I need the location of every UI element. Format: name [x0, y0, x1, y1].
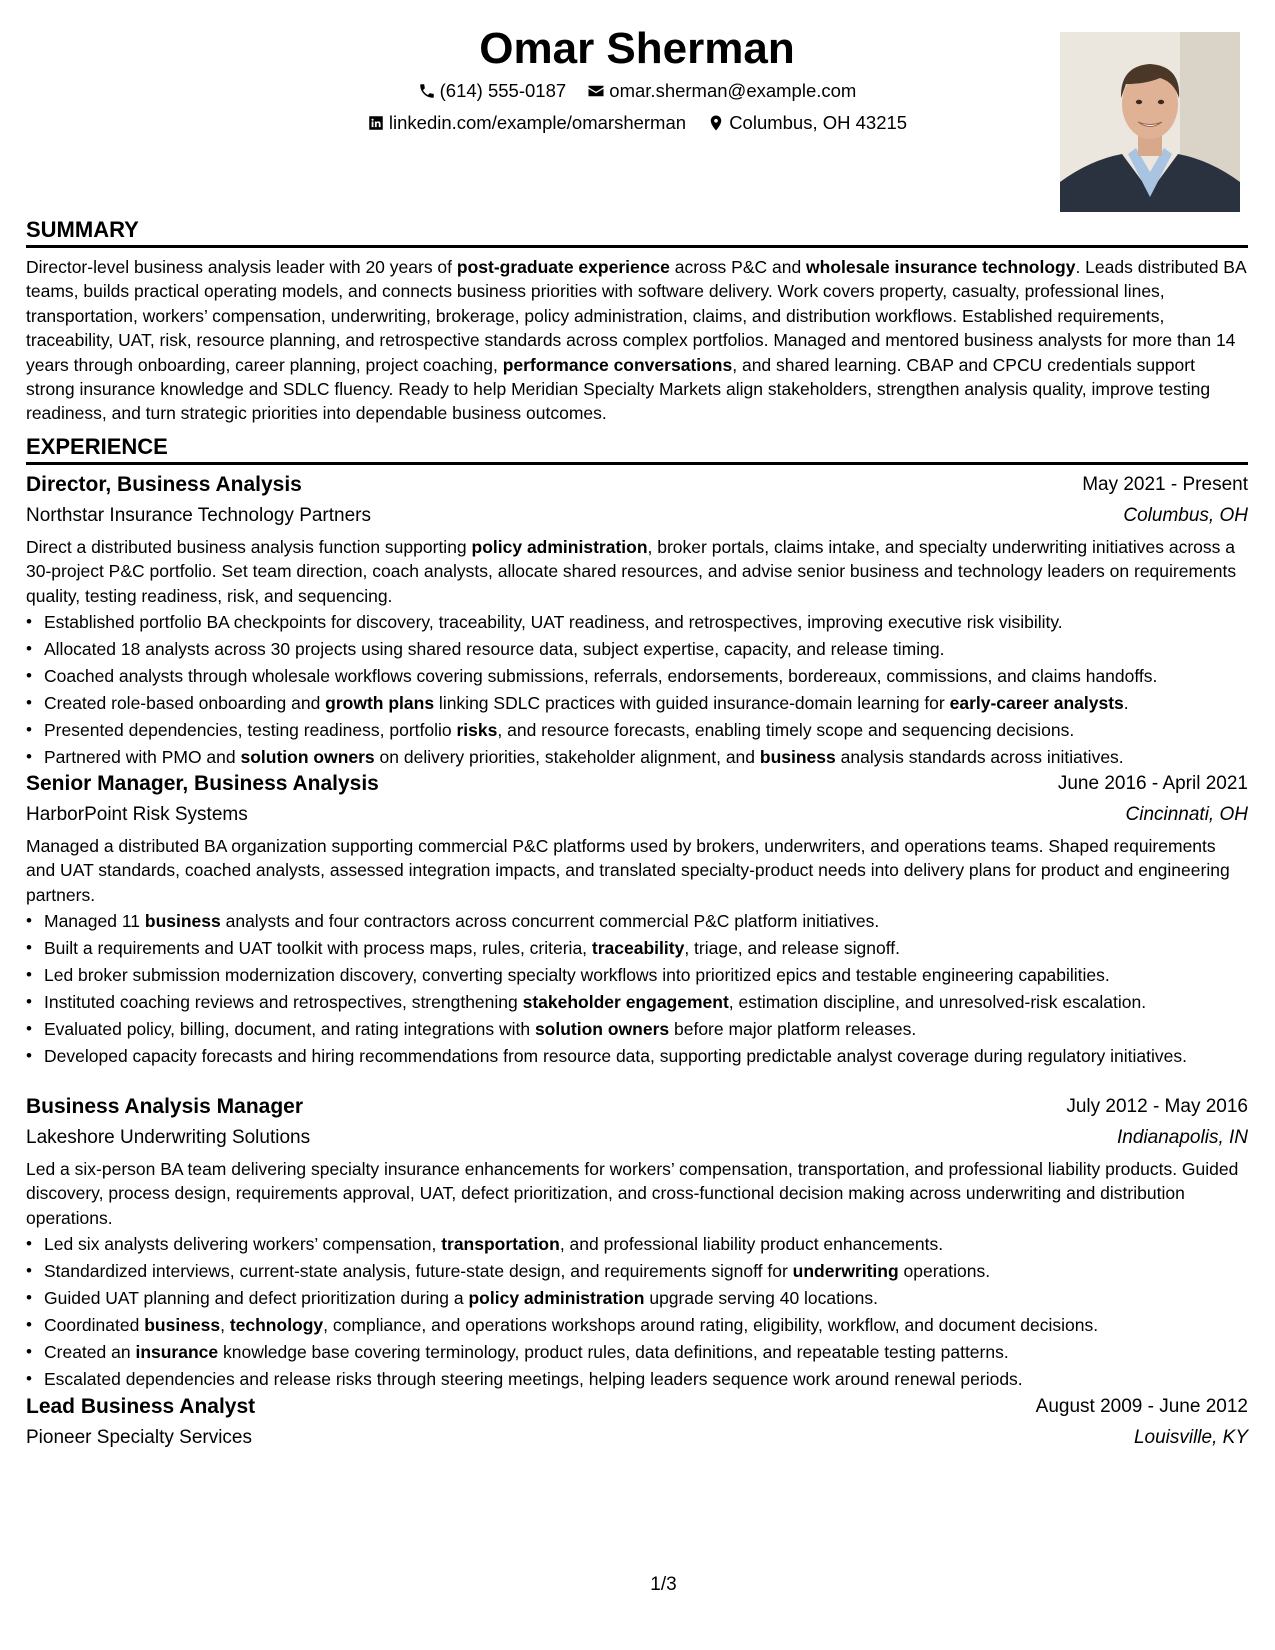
job-bullet: [44, 718, 1248, 742]
job-bullet-list: [26, 1232, 1248, 1391]
job-company: Lakeshore Underwriting Solutions: [26, 1127, 311, 1148]
location-text: Columbus, OH 43215: [729, 112, 908, 133]
job-title-row: [26, 1092, 1248, 1123]
summary-divider: [26, 245, 1248, 248]
bullet-emphasis: underwriting: [792, 1261, 899, 1282]
bullet-text: analysis standards across initiatives.: [835, 747, 1124, 768]
job-bullet: [44, 664, 1248, 688]
job-title-row: [26, 1392, 1248, 1423]
job-company-row: [26, 501, 1248, 532]
bullet-text: , and resource forecasts, enabling timely scope and sequencing decisions.: [497, 720, 1075, 741]
job-company-row: [26, 1423, 1248, 1454]
experience-divider: [26, 462, 1248, 465]
phone-icon: [418, 82, 436, 100]
candidate-name: Omar Sherman: [479, 24, 795, 73]
job-dates: May 2021 - Present: [1082, 474, 1248, 495]
bullet-text: on delivery priorities, stakeholder alignment, and: [374, 747, 760, 768]
linkedin-contact[interactable]: [367, 110, 686, 136]
job-description: [26, 1157, 1248, 1230]
bullet-emphasis: early-career analysts: [949, 693, 1124, 714]
job-company-row: [26, 800, 1248, 831]
bullet-text: upgrade serving 40 locations.: [644, 1288, 878, 1309]
bullet-emphasis: business: [144, 911, 221, 932]
bullet-text: Partnered with PMO and: [44, 747, 241, 768]
job-entry: [26, 470, 1248, 772]
job-title-row: [26, 470, 1248, 501]
job-company: HarborPoint Risk Systems: [26, 804, 248, 825]
job-bullet: [44, 745, 1248, 769]
bullet-text: Managed 11: [44, 911, 145, 932]
bullet-emphasis: business: [144, 1315, 221, 1336]
summary-emphasis: performance conversations: [502, 354, 733, 375]
job-bullet: [44, 990, 1248, 1014]
profile-photo-illustration: [1060, 32, 1240, 212]
job-dates: June 2016 - April 2021: [1057, 773, 1248, 794]
job-bullet-list: [26, 909, 1248, 1068]
summary-text: Director-level business analysis leader with 20 years of: [26, 257, 457, 277]
bullet-text: ,: [220, 1315, 230, 1336]
job-description-text: Direct a distributed business analysis function supporting: [26, 537, 472, 557]
job-bullet: [44, 1044, 1248, 1068]
job-description-text: , broker portals, claims intake, and specialty underwriting initiatives across a 30-project P&C portfolio. Set team direction, coach analysts, allocate shared resources, and advise senior business and technology leaders on requirements quality, testing readiness, risk, and sequencing.: [26, 537, 1237, 606]
experience-heading: EXPERIENCE: [26, 434, 168, 459]
phone-number: (614) 555-0187: [439, 80, 567, 101]
phone-contact: [418, 78, 567, 104]
job-bullet: [44, 1286, 1248, 1310]
bullet-emphasis: growth plans: [325, 693, 435, 714]
bullet-emphasis: policy administration: [468, 1288, 645, 1309]
bullet-text: Created role-based onboarding and: [44, 693, 326, 714]
summary-emphasis: post-graduate experience: [456, 257, 670, 277]
bullet-text: Coordinated: [44, 1315, 145, 1336]
job-description-text: Managed a distributed BA organization supporting commercial P&C platforms used by brokers, underwriters, and operations teams. Shaped requirements and UAT standards, coached analysts, assessed integration impacts, and translated specialty-product needs into delivery plans for product and engineering partners.: [26, 836, 1230, 905]
bullet-emphasis: transportation: [441, 1234, 560, 1255]
job-dates: July 2012 - May 2016: [1066, 1096, 1248, 1117]
job-location: Indianapolis, IN: [1117, 1127, 1248, 1148]
job-entry: [26, 1092, 1248, 1394]
job-company: Northstar Insurance Technology Partners: [26, 505, 371, 526]
job-bullet: [44, 1340, 1248, 1364]
summary-text: [26, 255, 1248, 426]
bullet-text: Guided UAT planning and defect prioritization during a: [44, 1288, 469, 1309]
bullet-emphasis: solution owners: [240, 747, 375, 768]
bullet-text: Escalated dependencies and release risks through steering meetings, helping leaders sequence work around renewal periods.: [44, 1369, 1023, 1390]
job-bullet: [44, 1017, 1248, 1041]
bullet-emphasis: risks: [456, 720, 498, 741]
bullet-emphasis: technology: [229, 1315, 324, 1336]
job-bullet: [44, 610, 1248, 634]
job-location: Cincinnati, OH: [1125, 804, 1248, 825]
resume-page: [26, 0, 1248, 1650]
summary-text: across P&C and: [669, 257, 807, 277]
bullet-emphasis: traceability: [591, 938, 685, 959]
job-bullet: [44, 637, 1248, 661]
bullet-text: , triage, and release signoff.: [684, 938, 900, 959]
summary-text: , and shared learning. CBAP and CPCU credentials support strong insurance knowledge and SDLC fluency. Ready to help Meridian Specialty Markets align stakeholders, strengthen analysis quality, improve testing readiness, and turn strategic priorities into dependable business outcomes.: [26, 354, 1211, 424]
bullet-emphasis: insurance: [135, 1342, 219, 1363]
job-entry: [26, 769, 1248, 1071]
job-location: Columbus, OH: [1123, 505, 1248, 526]
bullet-text: Developed capacity forecasts and hiring recommendations from resource data, supporting predictable analyst coverage during regulatory initiatives.: [44, 1046, 1187, 1067]
bullet-text: before major platform releases.: [669, 1019, 917, 1040]
job-bullet: [44, 936, 1248, 960]
job-description-text: Led a six-person BA team delivering specialty insurance enhancements for workers’ compensation, transportation, and professional liability products. Guided discovery, process design, requirements approval, UAT, defect prioritization, and cross-functional decision making across underwriting and distribution operations.: [26, 1159, 1239, 1228]
bullet-text: .: [1123, 693, 1129, 714]
job-description: [26, 834, 1248, 907]
job-description: [26, 535, 1248, 608]
bullet-text: , and professional liability product enhancements.: [559, 1234, 944, 1255]
bullet-text: knowledge base covering terminology, product rules, data definitions, and repeatable testing patterns.: [218, 1342, 1009, 1363]
job-dates: August 2009 - June 2012: [1035, 1396, 1248, 1417]
job-company: Pioneer Specialty Services: [26, 1427, 252, 1448]
bullet-text: operations.: [898, 1261, 991, 1282]
bullet-text: Led six analysts delivering workers’ compensation,: [44, 1234, 442, 1255]
bullet-text: Created an: [44, 1342, 136, 1363]
job-bullet: [44, 691, 1248, 715]
job-location: Louisville, KY: [1133, 1427, 1248, 1448]
profile-photo: [1060, 32, 1240, 212]
location-contact: [707, 110, 907, 136]
bullet-emphasis: business: [759, 747, 836, 768]
bullet-text: Built a requirements and UAT toolkit with process maps, rules, criteria,: [44, 938, 592, 959]
summary-text: . Leads distributed BA teams, builds practical operating models, and connects business priorities with software delivery. Work covers property, casualty, professional lines, transportation, workers’ compensation, underwriting, brokerage, policy administration, claims, and distribution workflows. Established requirements, traceability, UAT, risk, resource planning, and retrospective standards across complex portfolios. Managed and mentored business analysts for more than 14 years through onboarding, career planning, project coaching,: [26, 257, 1246, 375]
bullet-text: Evaluated policy, billing, document, and rating integrations with: [44, 1019, 535, 1040]
bullet-text: linking SDLC practices with guided insurance-domain learning for: [434, 693, 950, 714]
summary-emphasis: wholesale insurance technology: [806, 257, 1076, 277]
bullet-text: Instituted coaching reviews and retrospectives, strengthening: [44, 992, 523, 1013]
job-title-row: [26, 769, 1248, 800]
job-entry: [26, 1392, 1248, 1454]
bullet-text: Standardized interviews, current-state analysis, future-state design, and requirements signoff for: [44, 1261, 793, 1282]
bullet-emphasis: solution owners: [534, 1019, 670, 1040]
job-bullet-list: [26, 610, 1248, 769]
page-number: 1/3: [650, 1574, 677, 1595]
email-address[interactable]: omar.sherman@example.com: [609, 80, 857, 101]
job-bullet: [44, 963, 1248, 987]
linkedin-url[interactable]: linkedin.com/example/omarsherman: [388, 112, 687, 133]
job-bullet: [44, 1367, 1248, 1391]
bullet-text: Led broker submission modernization discovery, converting specialty workflows into prioritized epics and testable engineering capabilities.: [44, 965, 1110, 986]
map-pin-icon: [707, 114, 725, 132]
job-bullet: [44, 909, 1248, 933]
job-bullet: [44, 1313, 1248, 1337]
bullet-text: analysts and four contractors across concurrent commercial P&C platform initiatives.: [220, 911, 880, 932]
bullet-text: Presented dependencies, testing readiness, portfolio: [44, 720, 457, 741]
job-title: Business Analysis Manager: [26, 1095, 303, 1118]
bullet-emphasis: stakeholder engagement: [522, 992, 729, 1013]
bullet-text: , compliance, and operations workshops around rating, eligibility, workflow, and document decisions.: [323, 1315, 1099, 1336]
job-bullet: [44, 1259, 1248, 1283]
email-contact[interactable]: [587, 78, 856, 104]
job-title: Senior Manager, Business Analysis: [26, 772, 379, 795]
bullet-text: Allocated 18 analysts across 30 projects using shared resource data, subject expertise, capacity, and release timing.: [44, 639, 945, 660]
job-title: Director, Business Analysis: [26, 473, 302, 496]
job-bullet: [44, 1232, 1248, 1256]
summary-heading: SUMMARY: [26, 217, 139, 242]
job-company-row: [26, 1123, 1248, 1154]
linkedin-icon: [367, 114, 385, 132]
bullet-text: Established portfolio BA checkpoints for discovery, traceability, UAT readiness, and retrospectives, improving executive risk visibility.: [44, 612, 1063, 633]
job-title: Lead Business Analyst: [26, 1395, 256, 1418]
job-description-emphasis: policy administration: [471, 537, 648, 557]
envelope-icon: [587, 82, 605, 100]
bullet-text: Coached analysts through wholesale workflows covering submissions, referrals, endorsements, bordereaux, commissions, and claims handoffs.: [44, 666, 1158, 687]
resume-header: [26, 22, 1248, 222]
bullet-text: , estimation discipline, and unresolved-risk escalation.: [728, 992, 1147, 1013]
